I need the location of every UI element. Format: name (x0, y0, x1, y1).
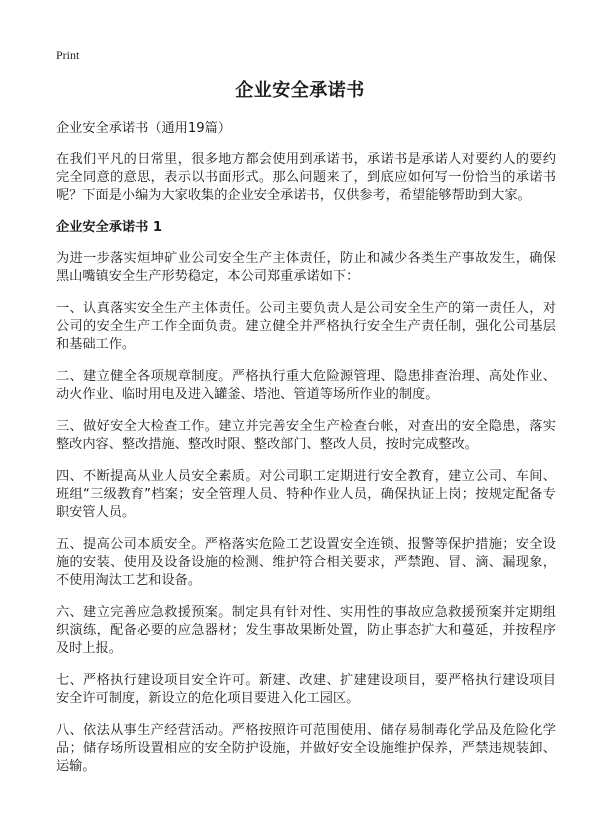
body-paragraph: 三、做好安全大检查工作。建立并完善安全生产检查台帐，对查出的安全隐患，落实整改内容、整改措施、整改时限、整改部门、整改人员，按时完成整改。 (56, 419, 556, 452)
document-body (56, 120, 556, 790)
body-paragraph: 六、建立完善应急救援预案。制定具有针对性、实用性的事故应急救援预案并定期组织演练，配备必要的应急器材；发生事故果断处置，防止事态扩大和蔓延，并按程序及时上报。 (56, 605, 556, 656)
body-paragraph: 四、不断提高从业人员安全素质。对公司职工定期进行安全教育，建立公司、车间、班组“三级教育”档案；安全管理人员、特种作业人员，确保执证上岗；按规定配备专职安管人员。 (56, 469, 556, 520)
section-heading: 企业安全承诺书 1 (56, 220, 163, 235)
body-paragraph: 二、建立健全各项规章制度。严格执行重大危险源管理、隐患排查治理、高处作业、动火作业、临时用电及进入罐釜、塔池、管道等场所作业的制度。 (56, 369, 556, 402)
body-paragraph: 八、依法从事生产经营活动。严格按照许可范围使用、储存易制毒化学品及危险化学品；储存场所设置相应的安全防护设施，并做好安全设施维护保养，严禁违规装卸、运输。 (56, 723, 556, 774)
document-subtitle: 企业安全承诺书（通用19篇） (56, 121, 232, 136)
page-title: 企业安全承诺书 (235, 80, 365, 101)
body-paragraph: 为进一步落实烜坤矿业公司安全生产主体责任，防止和减少各类生产事故发生，确保黑山嘴镇安全生产形势稳定，本公司郑重承诺如下： (56, 251, 556, 284)
print-link[interactable]: Print (56, 48, 80, 62)
body-paragraph: 一、认真落实安全生产主体责任。公司主要负责人是公司安全生产的第一责任人，对公司的安全生产工作全面负责。建立健全并严格执行安全生产责任制，强化公司基层和基础工作。 (56, 301, 556, 352)
intro-paragraph: 在我们平凡的日常里，很多地方都会使用到承诺书，承诺书是承诺人对要约人的要约完全同意的意思，表示以书面形式。那么问题来了，到底应如何写一份恰当的承诺书呢？下面是小编为大家收集的企业安全承诺书，仅供参考，希望能够帮助到大家。 (56, 152, 556, 203)
body-paragraph: 五、提高公司本质安全。严格落实危险工艺设置安全连锁、报警等保护措施；安全设施的安装、使用及设备设施的检测、维护符合相关要求，严禁跑、冒、滴、漏现象，不使用淘汰工艺和设备。 (56, 537, 556, 588)
body-paragraph: 七、严格执行建设项目安全许可。新建、改建、扩建建设项目，要严格执行建设项目安全许可制度，新设立的危化项目要进入化工园区。 (56, 673, 556, 706)
